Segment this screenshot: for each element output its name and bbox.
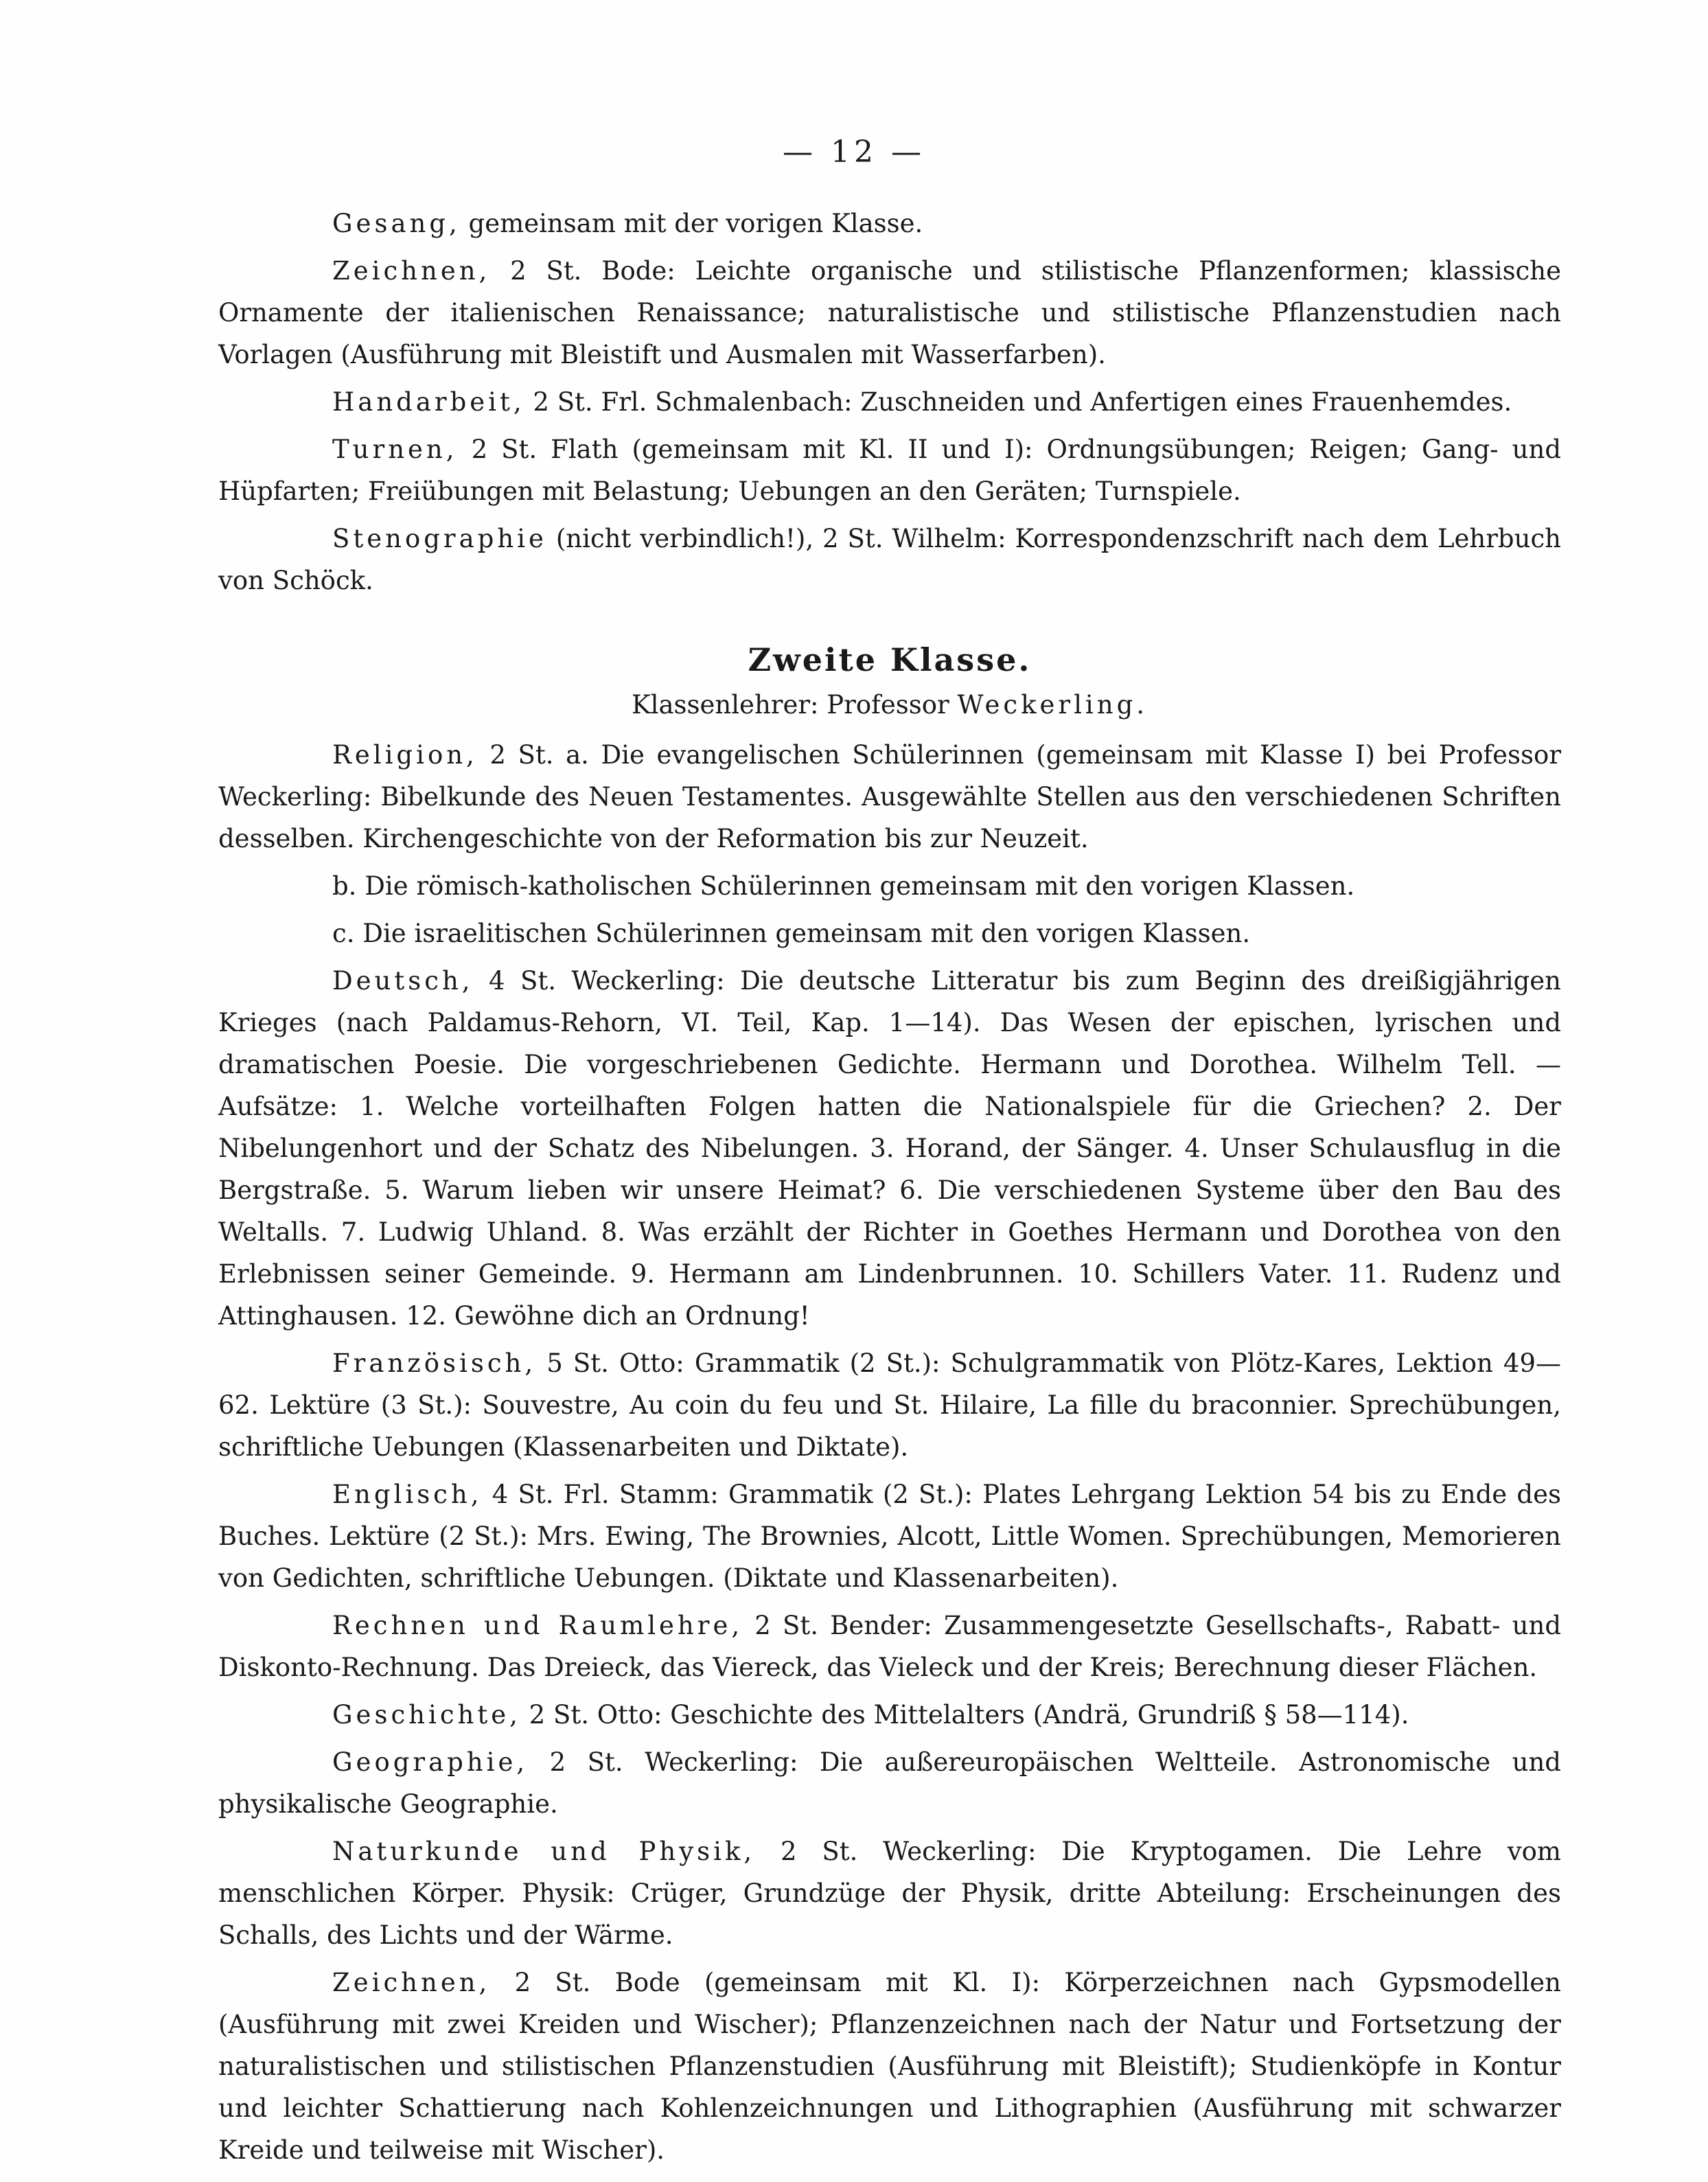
subject-lead: Geographie, [332,1747,529,1777]
section-title: Zweite Klasse. [748,641,1032,678]
subject-paragraph [218,734,1561,860]
subject-lead: Turnen, [332,435,458,464]
subject-paragraph [218,960,1561,1337]
subject-paragraph [218,1830,1561,1956]
subject-text: 4 St. Weckerling: Die deutsche Litteratur bis zum Beginn des dreißigjährigen Krieges (nach Paldamus-Rehorn, VI. Teil, Kap. 1—14). Das Wesen der epischen, lyrischen und dramatischen Poesie. Die vorgeschriebenen Gedichte. Hermann und Dorothea. Wilhelm Tell. — Aufsätze: 1. Welche vorteilhaften Folgen hatten die Nationalspiele für die Griechen? 2. Der Nibelungenhort und der Schatz des Nibelungen. 3. Horand, der Sänger. 4. Unser Schulausflug in die Bergstraße. 5. Warum lieben wir unsere Heimat? 6. Die verschiedenen Systeme über den Bau des Weltalls. 7. Ludwig Uhland. 8. Was erzählt der Richter in Goethes Hermann und Dorothea von den Erlebnissen seiner Gemeinde. 9. Hermann am Lindenbrunnen. 10. Schillers Vater. 11. Rudenz und Attinghausen. 12. Gewöhne dich an Ordnung! [218,966,1561,1331]
subject-paragraph [218,1473,1561,1599]
subject-lead: Naturkunde und Physik, [332,1837,756,1866]
teacher-name: Weckerling. [957,690,1149,720]
subject-text: 2 St. Bode: Leichte organische und stilistische Pflanzenformen; klassische Ornamente der italienischen Renaissance; naturalistische und stilistische Pflanzenstudien nach Vorlagen (Ausführung mit Bleistift und Ausmalen mit Wasserfarben). [218,256,1562,369]
subject-lead: Handarbeit, [332,387,525,417]
page-number: — 12 — [783,135,925,170]
subject-text: 4 St. Frl. Stamm: Grammatik (2 St.): Plates Lehrgang Lektion 54 bis zu Ende des Buches. Lektüre (2 St.): Mrs. Ewing, The Brownies, Alcott, Little Women. Sprechübungen, Memorieren von Gedichten, schriftliche Uebungen. (Diktate und Klassenarbeiten). [218,1480,1561,1593]
subject-subitem: b. Die römisch-katholischen Schülerinnen gemeinsam mit den vorigen Klassen. [332,871,1355,901]
subject-text: 2 St. a. Die evangelischen Schülerinnen (gemeinsam mit Klasse I) bei Professor Weckerling: Bibelkunde des Neuen Testamentes. Ausgewählte Stellen aus den verschiedenen Schriften desselben. Kirchengeschichte von der Reformation bis zur Neuzeit. [218,740,1561,853]
subject-lead: Rechnen und Raumlehre, [332,1611,743,1640]
subject-paragraph [218,381,1561,423]
subject-text: 5 St. Otto: Grammatik (2 St.): Schulgrammatik von Plötz-Kares, Lektion 49—62. Lektüre (3 St.): Souvestre, Au coin du feu und St. Hilaire, La fille du braconnier. Sprechübungen, schriftliche Uebungen (Klassenarbeiten und Diktate). [218,1348,1561,1462]
subject-lead: Geschichte, [332,1700,521,1730]
class-teacher-line [218,684,1561,726]
subject-lead: Englisch, [332,1480,483,1509]
subject-text: 2 St. Otto: Geschichte des Mittelalters (Andrä, Grundriß § 58—114). [529,1700,1409,1730]
subject-paragraph [218,1342,1561,1468]
subject-lead: Zeichnen, [332,256,491,286]
subject-paragraph [218,1962,1561,2171]
subject-paragraph [218,203,1561,244]
subject-paragraph [218,1605,1561,1688]
subject-text: 2 St. Frl. Schmalenbach: Zuschneiden und Anfertigen eines Frauenhemdes. [533,387,1512,417]
subject-paragraph [218,1741,1561,1825]
subject-paragraph [218,250,1561,376]
subject-text: gemeinsam mit der vorigen Klasse. [468,209,923,238]
page-content [218,203,1561,2177]
subject-text: 2 St. Flath (gemeinsam mit Kl. II und I): Ordnungsübungen; Reigen; Gang- und Hüpfarten; Freiübungen mit Belastung; Uebungen an den Geräten; Turnspiele. [218,435,1562,506]
subject-text: 2 St. Bode (gemeinsam mit Kl. I): Körperzeichnen nach Gypsmodellen (Ausführung mit zwei Kreiden und Wischer); Pflanzenzeichnen nach der Natur und Fortsetzung der naturalistischen und stilistischen Pflanzenstudien (Ausführung mit Bleistift); Studienköpfe in Kontur und leichter Schattierung nach Kohlenzeichnungen und Lithographien (Ausführung mit schwarzer Kreide und teilweise mit Wischer). [218,1968,1562,2165]
subject-text: 2 St. Weckerling: Die außereuropäischen Weltteile. Astronomische und physikalische Geographie. [218,1747,1561,1819]
subject-lead: Religion, [332,740,478,770]
subject-text: (nicht verbindlich!), 2 St. Wilhelm: Korrespondenzschrift nach dem Lehrbuch von Schöck. [218,524,1561,595]
subject-text: 2 St. Weckerling: Die Kryptogamen. Die Lehre vom menschlichen Körper. Physik: Crüger, Grundzüge der Physik, dritte Abteilung: Erscheinungen des Schalls, des Lichts und der Wärme. [218,1837,1561,1950]
subject-lead: Deutsch, [332,966,474,996]
subject-subitem: c. Die israelitischen Schülerinnen gemeinsam mit den vorigen Klassen. [332,919,1251,948]
subject-text: 2 St. Bender: Zusammengesetzte Gesellschafts-, Rabatt- und Diskonto-Rechnung. Das Dreieck, das Viereck, das Vieleck und der Kreis; Berechnung dieser Flächen. [218,1611,1562,1682]
subject-lead: Zeichnen, [332,1968,491,1997]
subject-paragraph [218,518,1561,601]
subject-paragraph [218,1694,1561,1736]
subject-paragraph [218,428,1561,512]
subject-lead: Französisch, [332,1348,537,1378]
subject-lead: Stenographie [332,524,547,553]
subject-lead: Gesang, [332,209,461,238]
teacher-label: Klassenlehrer: Professor [631,690,949,720]
